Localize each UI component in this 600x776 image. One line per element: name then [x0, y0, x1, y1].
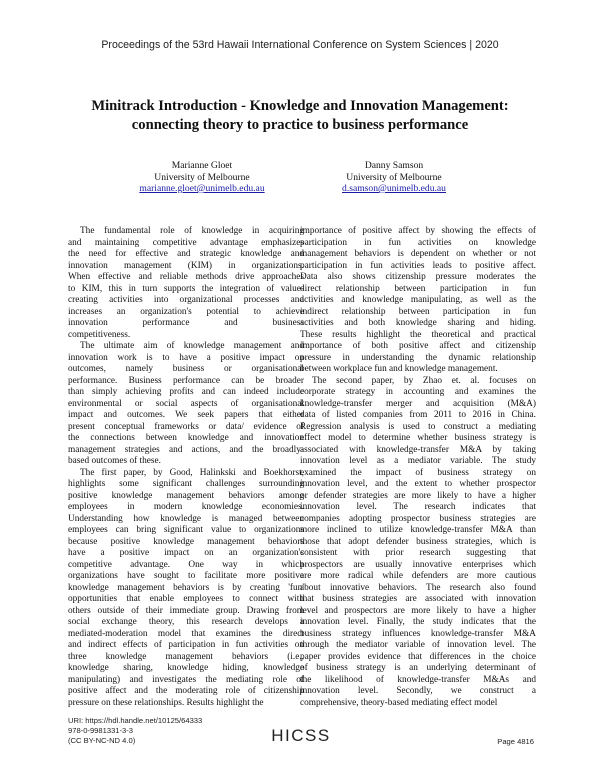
left-text-column — [68, 226, 304, 709]
author-affiliation: University of Melbourne — [346, 171, 442, 183]
text-line: The fundamental role of knowledge in acquiring — [80, 226, 304, 236]
text-line: than simply achieving profits and can indeed include — [68, 387, 304, 397]
text-line: importance of positive affect by showing the effects of — [300, 226, 536, 236]
text-line: manipulating) and investigates the mediating role of — [68, 674, 304, 685]
text-line: organizations have sought to facilitate more positive — [68, 571, 304, 581]
right-text-column — [300, 226, 536, 709]
text-line: innovation level. Secondly, we construct a — [300, 686, 536, 696]
text-line: are more radical while defenders are more cautious — [300, 571, 536, 581]
text-line: based outcomes of these. — [68, 456, 161, 466]
text-line: more inclined to utilize knowledge-transfer M&A than — [300, 525, 536, 535]
page-number: Page 4816 — [497, 737, 534, 746]
text-line: The second paper, by Zhao et. al. focuses on — [312, 375, 536, 386]
text-line: performance. Business performance can be broader — [68, 375, 304, 386]
proceedings-header: Proceedings of the 53rd Hawaii International Conference on System Sciences | 2020 — [101, 39, 499, 51]
text-line: innovation work is to have a positive impact on — [68, 352, 304, 363]
text-line: three knowledge management behaviors (i.e., — [68, 651, 304, 662]
text-line: through the mediator variable of innovation level. The — [300, 640, 536, 650]
text-line: between workplace fun and knowledge management. — [300, 364, 498, 374]
text-line: business strategy influences knowledge-transfer M&A — [300, 628, 536, 639]
text-line: innovation level as a mediator variable. The study — [300, 456, 536, 466]
text-line: and indirect effects of participation in fun activities on — [68, 640, 304, 650]
author-block-2 — [294, 160, 494, 195]
text-line: others outside of their immediate group. Drawing from — [68, 605, 304, 616]
text-line: participation in fun activities leads to positive affect. — [300, 260, 536, 271]
text-line: management behaviors is dependent on whether or not — [300, 249, 536, 259]
text-line: knowledge sharing, knowledge hiding, knowledge — [68, 663, 304, 673]
text-line: of business strategy is an underlying determinant of — [300, 663, 536, 673]
text-line: opportunities that enable employees to connect with — [68, 594, 304, 604]
text-line: corporate strategy in accounting and examines the — [300, 387, 536, 397]
text-line: the need for effective and strategic knowledge and — [68, 249, 304, 259]
text-line: have a positive impact on an organization's — [68, 548, 304, 558]
text-line: those that adopt defender business strategies, which is — [300, 536, 536, 547]
text-line: associated with knowledge-transfer M&A by taking — [300, 444, 536, 455]
text-line: level and prospectors are more likely to have a higher — [300, 605, 536, 616]
text-line: mediated-moderation model that examines the direct — [68, 628, 304, 639]
author-block-1 — [102, 160, 302, 195]
text-line: The first paper, by Good, Halinkski and Boekhorst, — [80, 467, 304, 478]
footer-license: (CC BY-NC-ND 4.0) — [68, 736, 136, 745]
text-line: pressure on these relationships. Results highlight the — [68, 697, 264, 708]
text-line: and maintaining competitive advantage emphasizes — [68, 237, 304, 248]
text-line: These results highlight the theoretical and practical — [300, 329, 536, 340]
text-line: The ultimate aim of knowledge management and — [80, 341, 304, 351]
text-line: data of listed companies from 2011 to 2016 in China. — [300, 410, 536, 420]
text-line: management strategies and actions, and the broadly- — [68, 444, 304, 455]
author-name: Marianne Gloet — [171, 160, 233, 171]
title-line-2: connecting theory to practice to business performance — [131, 117, 469, 133]
text-line: comprehensive, theory-based mediating effect model — [300, 697, 498, 708]
text-line: companies adopting prospector business strategies are — [300, 513, 536, 524]
text-line: environmental or social aspects of organisational — [68, 398, 304, 409]
paper-title — [40, 97, 560, 135]
text-line: competitiveness. — [68, 329, 131, 340]
author-email-link[interactable]: marianne.gloet@unimelb.edu.au — [139, 183, 265, 194]
text-line: to KIM, this in turn supports the integration of value- — [68, 283, 304, 294]
text-line: about innovative behaviors. The research also found — [300, 582, 536, 593]
text-line: knowledge-transfer merger and acquisition (M&A) — [300, 398, 536, 409]
title-line-1: Minitrack Introduction - Knowledge and Innovation Management: — [91, 98, 509, 114]
text-line: increases an organization's potential to achieve — [68, 306, 304, 317]
text-line: innovation level. The research indicates that — [300, 502, 536, 512]
text-line: creating activities into organizational processes and — [68, 295, 304, 305]
author-name: Danny Samson — [364, 160, 424, 171]
text-line: employees can bring significant value to organizations — [68, 525, 304, 535]
text-line: consistent with prior research suggesting that — [300, 548, 536, 558]
text-line: the likelihood of knowledge-transfer M&As and — [300, 674, 536, 685]
text-line: positive knowledge management behaviors among — [68, 490, 304, 501]
text-line: or defender strategies are more likely to have a higher — [300, 490, 536, 501]
text-line: activities and both knowledge sharing and hiding. — [300, 318, 536, 328]
text-line: direct relationship between participation in fun — [300, 283, 536, 294]
text-line: prospectors are usually innovative enterprises which — [300, 559, 536, 570]
hicss-logo: HICSS — [271, 726, 331, 745]
text-line: paper provides evidence that differences in the choice — [300, 651, 536, 662]
text-line: innovation level, and the extent to whether prospector — [300, 479, 536, 489]
text-line: innovation management (KIM) in organizations. — [68, 260, 304, 271]
text-line: importance of both positive affect and citizenship — [300, 341, 536, 351]
text-line: effect model to determine whether business strategy is — [300, 433, 536, 443]
text-line: employees in modern knowledge economies. — [68, 502, 304, 512]
text-line: pressure in understanding the dynamic relationship — [300, 352, 536, 363]
footer-uri: URI: https://hdl.handle.net/10125/64333 — [68, 716, 203, 725]
text-line: activities and knowledge manipulating, as well as the — [300, 295, 536, 305]
text-line: that business strategies are associated with innovation — [300, 594, 536, 604]
text-line: innovation level. Finally, the study indicates that the — [300, 617, 536, 627]
text-line: because positive knowledge management behaviors — [68, 536, 304, 547]
text-line: social exchange theory, this research develops a — [68, 617, 304, 627]
footer-info — [68, 716, 202, 746]
author-affiliation: University of Melbourne — [154, 171, 250, 183]
text-line: indirect relationship between participation in fun — [300, 306, 536, 317]
text-line: highlights some significant challenges surrounding — [68, 479, 304, 489]
text-line: Data also shows citizenship pressure moderates the — [300, 272, 536, 282]
text-line: innovation performance and business — [68, 318, 304, 328]
text-line: competitive advantage. One way in which — [68, 559, 304, 570]
text-line: knowledge management behaviors is by creating 'fun' — [68, 582, 304, 593]
text-line: impact and outcomes. We seek papers that either — [68, 410, 304, 420]
text-line: positive affect and the moderating role of citizenship — [68, 686, 304, 696]
text-line: participation in fun activities on knowledge — [300, 237, 536, 248]
text-line: present conceptual frameworks or data/ evidence of — [68, 421, 304, 432]
author-email-link[interactable]: d.samson@unimelb.edu.au — [342, 183, 446, 194]
text-line: Regression analysis is used to construct a mediating — [300, 421, 536, 432]
footer-isbn: 978-0-9981331-3-3 — [68, 726, 134, 735]
text-line: outcomes, namely business or organisational — [68, 364, 304, 374]
text-line: the connections between knowledge and innovation — [68, 433, 304, 443]
text-line: Understanding how knowledge is managed between — [68, 513, 304, 524]
text-line: When effective and reliable methods drive approaches — [68, 272, 304, 282]
text-line: examined the impact of business strategy on — [300, 467, 536, 478]
